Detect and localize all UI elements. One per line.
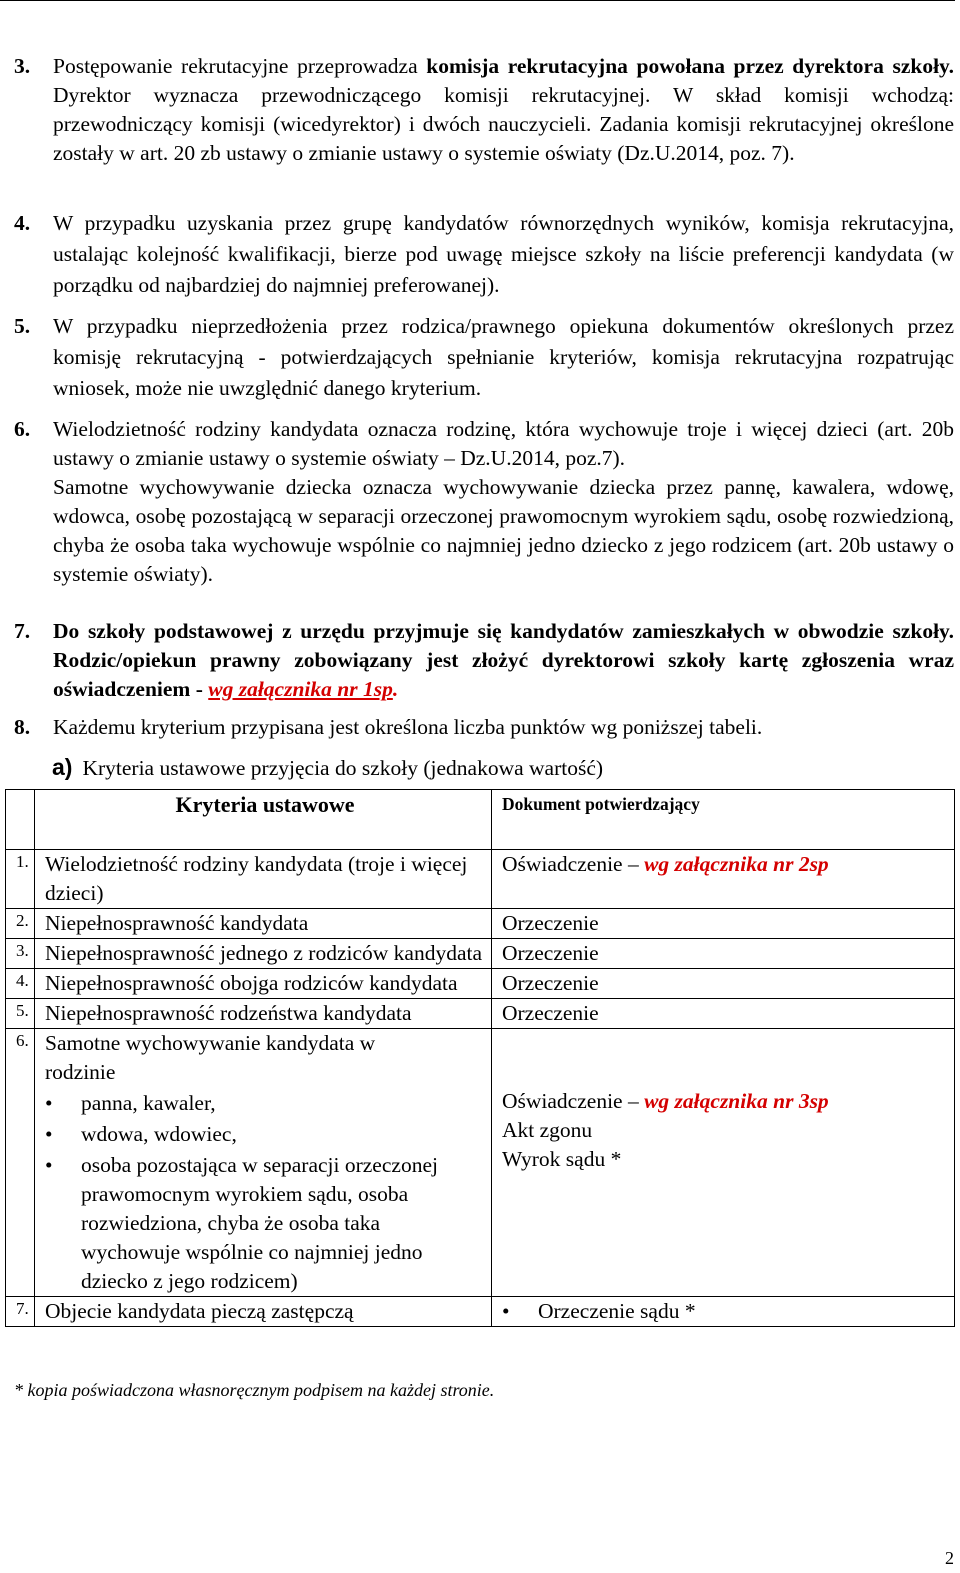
section-letter: a): [52, 754, 73, 780]
row-criterion: [35, 1029, 492, 1297]
item-5: [14, 311, 954, 404]
row-document: [492, 850, 955, 909]
attachment-link[interactable]: wg załącznika nr 1sp: [208, 677, 393, 701]
row-number: 4.: [6, 969, 35, 999]
item-7: [14, 617, 954, 704]
row-number: 5.: [6, 999, 35, 1029]
item-text: W przypadku nieprzedłożenia przez rodzica/prawnego opiekuna dokumentów określonych przez komisję rekrutacyjną - potwierdzających spełnianie kryteriów, komisja rekrutacyjna rozpatrując wniosek, może nie uwzględnić danego kryterium.: [53, 314, 954, 400]
bullet-icon: •: [502, 1299, 510, 1323]
row-document: Orzeczenie: [492, 939, 955, 969]
item-number: 7.: [14, 619, 31, 643]
item-end: .: [392, 677, 399, 701]
table-row: [6, 1029, 955, 1297]
row-number: 7.: [6, 1297, 35, 1327]
row-criterion: Niepełnosprawność rodzeństwa kandydata: [35, 999, 492, 1029]
criterion-text: Samotne wychowywanie kandydata w rodzinie: [45, 1031, 376, 1084]
table-row: [6, 999, 955, 1029]
attachment-link[interactable]: wg załącznika nr 3sp: [644, 1089, 829, 1113]
document-text: Wyrok sądu *: [502, 1147, 622, 1171]
page-number: 2: [945, 1548, 954, 1568]
bullet-item: • osoba pozostająca w separacji orzeczonej prawomocnym wyrokiem sądu, osoba rozwiedziona, chyba że osoba taka wychowuje wspólnie co najmniej jedno dziecko z jego rodzicem): [81, 1151, 481, 1296]
item-number: 4.: [14, 211, 31, 235]
header-criteria: Kryteria ustawowe: [35, 790, 492, 850]
document-text: Akt zgonu: [502, 1118, 593, 1142]
item-6: [14, 415, 954, 589]
table-row: [6, 969, 955, 999]
row-document: [492, 1297, 955, 1327]
item-number: 6.: [14, 417, 31, 441]
item-text: Postępowanie rekrutacyjne przeprowadza: [53, 54, 427, 78]
row-number: 6.: [6, 1029, 35, 1297]
table-row: [6, 1297, 955, 1327]
item-text: Wielodzietność rodziny kandydata oznacza rodzinę, która wychowuje troje i więcej dzieci (art. 20b ustawy o zmianie ustawy o systemie oświaty – Dz.U.2014, poz.7).: [53, 417, 954, 470]
item-text: W przypadku uzyskania przez grupę kandydatów równorzędnych wyników, komisja rekrutacyjna, ustalając kolejność kwalifikacji, bierze pod uwagę miejsce szkoły na liście preferencji kandydata (w porządku od najbardziej do najmniej preferowanej).: [53, 211, 954, 297]
row-number: 3.: [6, 939, 35, 969]
document-text: Orzeczenie sądu *: [538, 1299, 696, 1323]
row-number: 2.: [6, 909, 35, 939]
item-number: 8.: [14, 715, 31, 739]
item-text: Dyrektor wyznacza przewodniczącego komisji rekrutacyjnej. W skład komisji wchodzą: przewodniczący komisji (wicedyrektor) i dwóch nauczycieli. Zadania komisji rekrutacyjnej określone zostały w art. 20 zb ustawy o zmianie ustawy o systemie oświaty (Dz.U.2014, poz. 7).: [53, 83, 954, 165]
row-number: 1.: [6, 850, 35, 909]
item-text: Każdemu kryterium przypisana jest określona liczba punktów wg poniższej tabeli.: [53, 715, 763, 739]
criteria-table: [5, 789, 955, 1327]
row-criterion: Niepełnosprawność jednego z rodziców kandydata: [35, 939, 492, 969]
row-document: Orzeczenie: [492, 969, 955, 999]
row-document: Orzeczenie: [492, 999, 955, 1029]
item-bold-text: Do szkoły podstawowej z urzędu przyjmuje się kandydatów zamieszkałych w obwodzie szkoły. Rodzic/opiekun prawny zobowiązany jest złożyć dyrektorowi szkoły kartę zgłoszenia wraz oświadczeniem -: [53, 619, 954, 701]
row-criterion: Objecie kandydata pieczą zastępczą: [35, 1297, 492, 1327]
row-criterion: Niepełnosprawność obojga rodziców kandydata: [35, 969, 492, 999]
table-row: [6, 850, 955, 909]
section-title: Kryteria ustawowe przyjęcia do szkoły (jednakowa wartość): [82, 756, 604, 780]
item-bold-text: komisja rekrutacyjna powołana przez dyrektora szkoły.: [426, 54, 954, 78]
bullet-item: • panna, kawaler,: [81, 1089, 481, 1118]
section-a-heading: [52, 754, 603, 781]
table-row: [6, 939, 955, 969]
row-document: [492, 1029, 955, 1297]
table-header-row: [6, 790, 955, 850]
document-text: Oświadczenie –: [502, 1089, 645, 1113]
item-3: [14, 52, 954, 168]
attachment-link[interactable]: wg załącznika nr 2sp: [644, 852, 829, 876]
top-rule: [0, 0, 955, 1]
item-text: Samotne wychowywanie dziecka oznacza wychowywanie dziecka przez pannę, kawalera, wdowę, wdowca, osobę pozostającą w separacji orzeczonej prawomocnym wyrokiem sądu, osobę rozwiedzioną, chyba że osoba taka wychowuje wspólnie co najmniej jedno dziecko z jego rodzicem (art. 20b ustawy o systemie oświaty).: [53, 475, 954, 586]
header-document: Dokument potwierdzający: [492, 790, 955, 850]
footnote: * kopia poświadczona własnoręcznym podpisem na każdej stronie.: [14, 1380, 495, 1400]
item-number: 3.: [14, 54, 31, 78]
document-text: Oświadczenie –: [502, 852, 645, 876]
item-number: 5.: [14, 314, 31, 338]
item-8: [14, 713, 954, 742]
row-criterion: Wielodzietność rodziny kandydata (troje i więcej dzieci): [35, 850, 492, 909]
criterion-bullet-list: [45, 1089, 481, 1296]
row-criterion: Niepełnosprawność kandydata: [35, 909, 492, 939]
row-document: Orzeczenie: [492, 909, 955, 939]
header-number-cell: [6, 790, 35, 850]
bullet-item: • wdowa, wdowiec,: [81, 1120, 481, 1149]
table-row: [6, 909, 955, 939]
item-4: [14, 208, 954, 301]
